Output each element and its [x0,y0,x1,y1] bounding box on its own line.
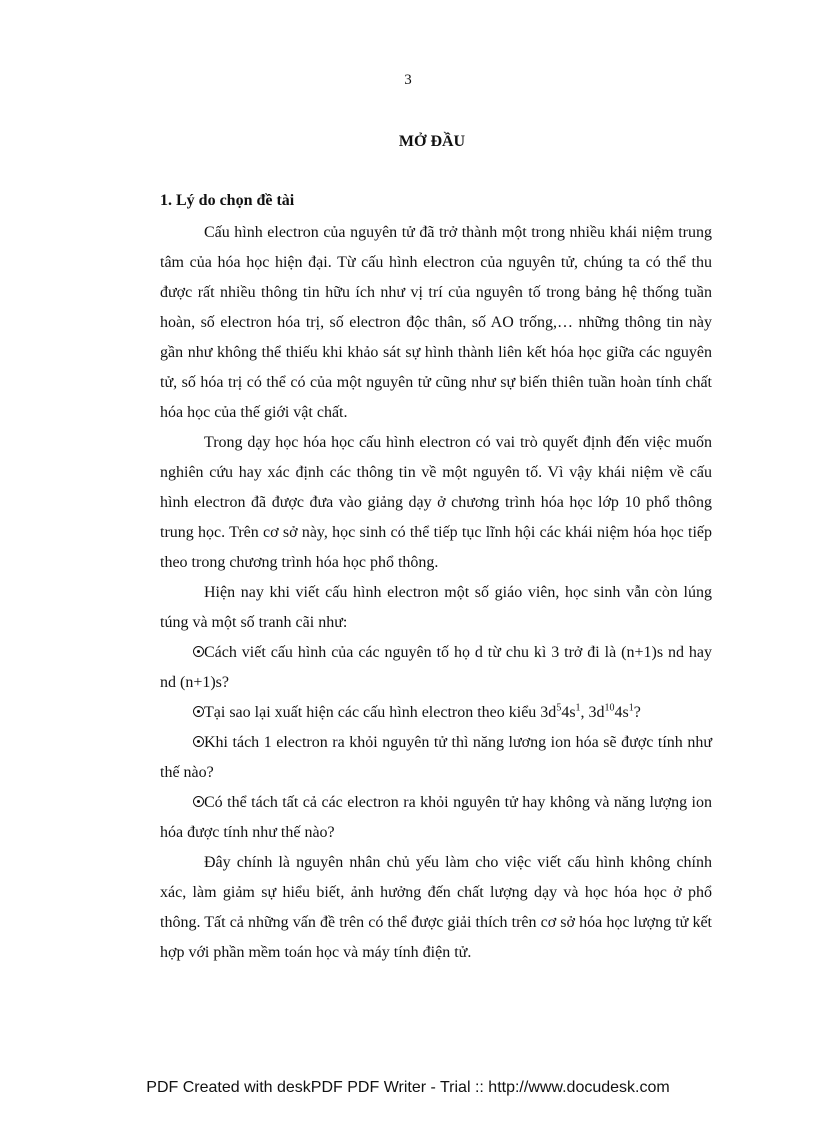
paragraph-2: Trong dạy học hóa học cấu hình electron có vai trò quyết định đến việc muốn nghiên cứu hay xác định các thông tin về một nguyên tố. Vì vậy khái niệm về cấu hình electron đã được đưa vào giảng dạy ở chương trình hóa học lớp 10 phổ thông trung học. Trên cơ sở này, học sinh có thể tiếp tục lĩnh hội các khái niệm hóa học tiếp theo trong chương trình hóa học phổ thông. [160,434,712,571]
circled-dot-icon [193,796,204,807]
bullet-item-3 [160,728,712,788]
bullet-item-1 [160,638,712,698]
superscript-2: 1 [575,702,581,714]
bullet-item-2 [160,698,712,728]
circled-dot-icon [193,646,204,657]
pdf-watermark-footer: PDF Created with deskPDF PDF Writer - Trial :: http://www.docudesk.com [146,1079,670,1096]
superscript-1: 5 [556,702,562,714]
paragraph-3: Hiện nay khi viết cấu hình electron một số giáo viên, học sinh vẫn còn lúng túng và một số tranh cãi như: [160,584,712,631]
body-text [160,218,712,968]
superscript-3: 10 [604,702,615,714]
bullet-text-2-prefix: Tại sao lại xuất hiện các cấu hình electron theo kiểu 3d [204,704,557,721]
closing-paragraph: Đây chính là nguyên nhân chủ yếu làm cho việc viết cấu hình không chính xác, làm giảm sự hiểu biết, ảnh hưởng đến chất lượng dạy và học hóa học ở phổ thông. Tất cả những vấn đề trên có thể được giải thích trên cơ sở hóa học lượng tử kết hợp với phần mềm toán học và máy tính điện tử. [160,854,712,961]
superscript-4: 1 [628,702,634,714]
page-heading: MỞ ĐẦU [398,133,466,150]
bullet-text-2-mid2: , 3d [580,704,605,721]
bullet-text-2-mid1: 4s [561,704,576,721]
circled-dot-icon [193,736,204,747]
paragraph-1: Cấu hình electron của nguyên tử đã trở thành một trong nhiều khái niệm trung tâm của hóa học hiện đại. Từ cấu hình electron của nguyên tử, chúng ta có thể thu được rất nhiều thông tin hữu ích như vị trí của nguyên tố trong bảng hệ thống tuần hoàn, số electron hóa trị, số electron độc thân, số AO trống,… những thông tin này gần như không thể thiếu khi khảo sát sự hình thành liên kết hóa học giữa các nguyên tử, số hóa trị có thể có của một nguyên tử cũng như sự biến thiên tuần hoàn tính chất hóa học của thế giới vật chất. [160,224,712,421]
bullet-text-4: Có thể tách tất cả các electron ra khỏi nguyên tử hay không và năng lượng ion hóa được tính như thế nào? [160,794,712,841]
circled-dot-icon [193,706,204,717]
bullet-item-4 [160,788,712,848]
page-number: 3 [404,72,412,88]
bullet-text-2-suffix: ? [633,704,641,721]
bullet-text-2-mid3: 4s [614,704,629,721]
bullet-text-1: Cách viết cấu hình của các nguyên tố họ d từ chu kì 3 trở đi là (n+1)s nd hay nd (n+1)s? [160,644,712,691]
bullet-text-3: Khi tách 1 electron ra khỏi nguyên tử thì năng lương ion hóa sẽ được tính như thế nào? [160,734,712,781]
section-title: 1. Lý do chọn đề tài [160,192,295,209]
